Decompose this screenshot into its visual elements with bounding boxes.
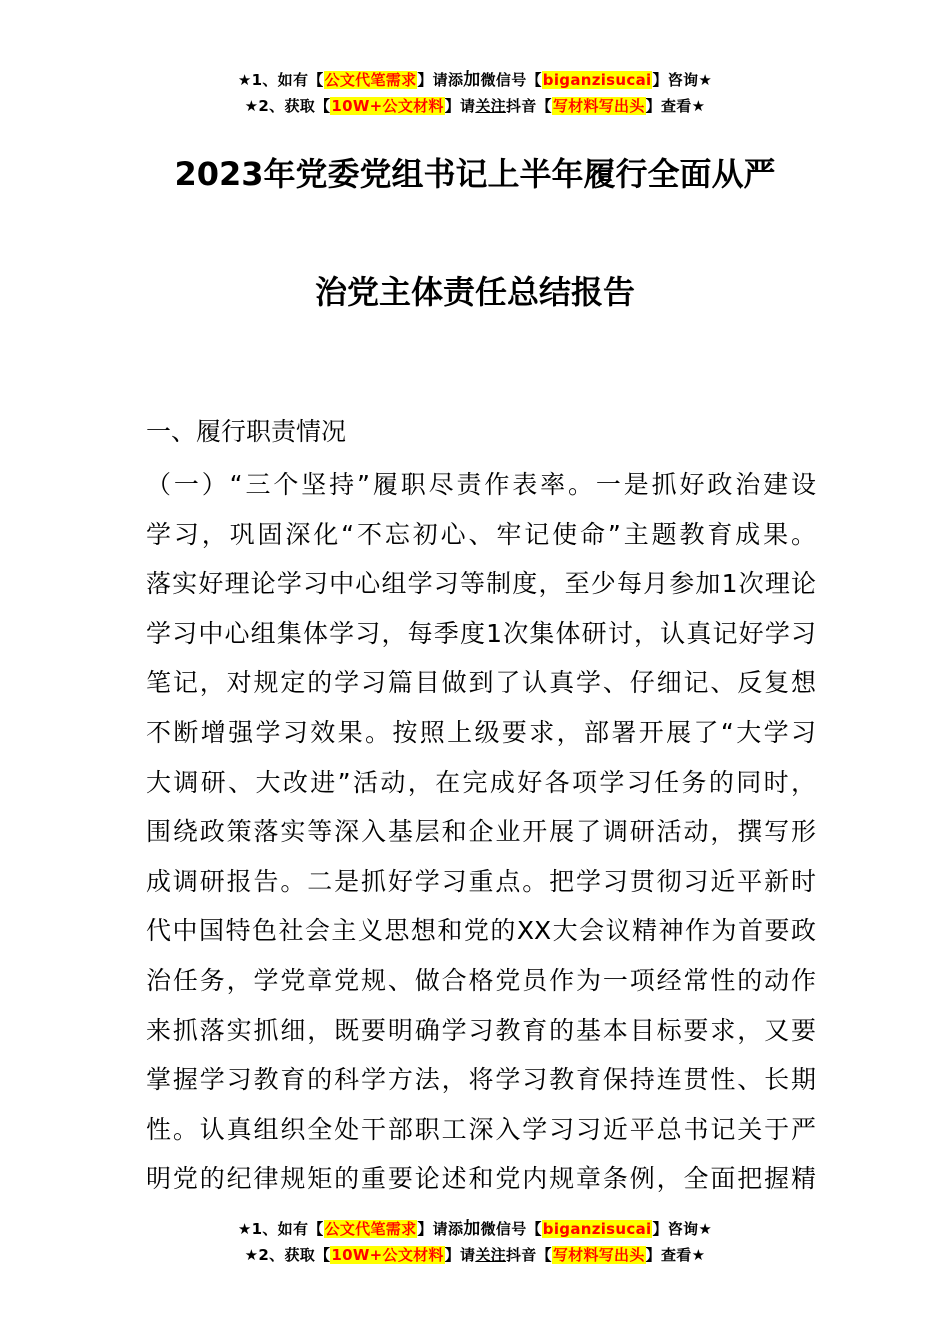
banner-highlight: 10W+公文材料 — [331, 97, 444, 115]
body-line: 围绕政策落实等深入基层和企业开展了调研活动，撰写形 — [146, 817, 816, 847]
banner-highlight: 公文代笔需求 — [324, 71, 417, 89]
banner-emphasis: 加 — [463, 70, 481, 90]
banner-text: 】查看★ — [645, 1246, 706, 1264]
body-line: 治任务，学党章党规、做合格党员作为一项经常性的动作 — [146, 965, 816, 995]
banner-emphasis: 关注 — [475, 97, 506, 115]
banner-text: 】请 — [444, 97, 476, 115]
banner-text: 抖音【 — [505, 1246, 552, 1264]
body-line: （一）“三个坚持”履职尽责作表率。一是抓好政治建设 — [146, 470, 816, 499]
banner-line-2 — [0, 93, 950, 119]
banner-text: 】请添 — [417, 1220, 464, 1238]
banner-text: 微信号【 — [480, 1220, 542, 1238]
body-line: 来抓落实抓细，既要明确学习教育的基本目标要求，又要 — [146, 1015, 816, 1045]
body-line: 成调研报告。二是抓好学习重点。把学习贯彻习近平新时 — [146, 866, 816, 896]
banner-line-1 — [0, 67, 950, 93]
body-paragraph — [146, 460, 816, 1204]
document-title-line-1: 2023年党委党组书记上半年履行全面从严 — [174, 155, 776, 193]
body-line: 笔记，对规定的学习篇目做到了认真学、仔细记、反复想 — [146, 668, 816, 698]
banner-text: 】请添 — [417, 71, 464, 89]
banner-highlight: 公文代笔需求 — [324, 1220, 417, 1238]
footer-banner — [0, 1216, 950, 1268]
header-banner — [0, 67, 950, 119]
banner-highlight: biganzisucai — [542, 1220, 652, 1238]
banner-highlight: 写材料写出头 — [552, 1246, 645, 1264]
section-heading: 一、履行职责情况 — [146, 417, 347, 446]
banner-text: 微信号【 — [480, 71, 542, 89]
banner-text: 抖音【 — [505, 97, 552, 115]
banner-text: 】查看★ — [645, 97, 706, 115]
body-line: 明党的纪律规矩的重要论述和党内规章条例，全面把握精 — [146, 1164, 816, 1194]
banner-text: ★2、获取【 — [244, 97, 331, 115]
banner-highlight: 10W+公文材料 — [331, 1246, 444, 1264]
banner-highlight: 写材料写出头 — [552, 97, 645, 115]
body-line: 大调研、大改进”活动，在完成好各项学习任务的同时， — [146, 767, 816, 797]
banner-text: ★1、如有【 — [237, 1220, 324, 1238]
banner-line-1 — [0, 1216, 950, 1242]
body-line: 掌握学习教育的科学方法，将学习教育保持连贯性、长期 — [146, 1065, 816, 1095]
body-line: 不断增强学习效果。按照上级要求，部署开展了“大学习 — [146, 717, 816, 747]
body-line: 性。认真组织全处干部职工深入学习习近平总书记关于严 — [146, 1114, 816, 1144]
body-line: 学习，巩固深化“不忘初心、牢记使命”主题教育成果。 — [146, 519, 816, 549]
body-line: 学习中心组集体学习，每季度1次集体研讨，认真记好学习 — [146, 618, 816, 648]
body-line: 代中国特色社会主义思想和党的XX大会议精神作为首要政 — [146, 916, 816, 946]
banner-text: 】咨询★ — [652, 71, 713, 89]
banner-emphasis: 加 — [463, 1219, 481, 1239]
document-title-line-2: 治党主体责任总结报告 — [314, 273, 635, 311]
body-line: 落实好理论学习中心组学习等制度，至少每月参加1次理论 — [146, 569, 816, 599]
banner-highlight: biganzisucai — [542, 71, 652, 89]
banner-emphasis: 关注 — [475, 1246, 506, 1264]
banner-text: 】请 — [444, 1246, 476, 1264]
banner-text: ★1、如有【 — [237, 71, 324, 89]
banner-text: 】咨询★ — [652, 1220, 713, 1238]
banner-text: ★2、获取【 — [244, 1246, 331, 1264]
banner-line-2 — [0, 1242, 950, 1268]
